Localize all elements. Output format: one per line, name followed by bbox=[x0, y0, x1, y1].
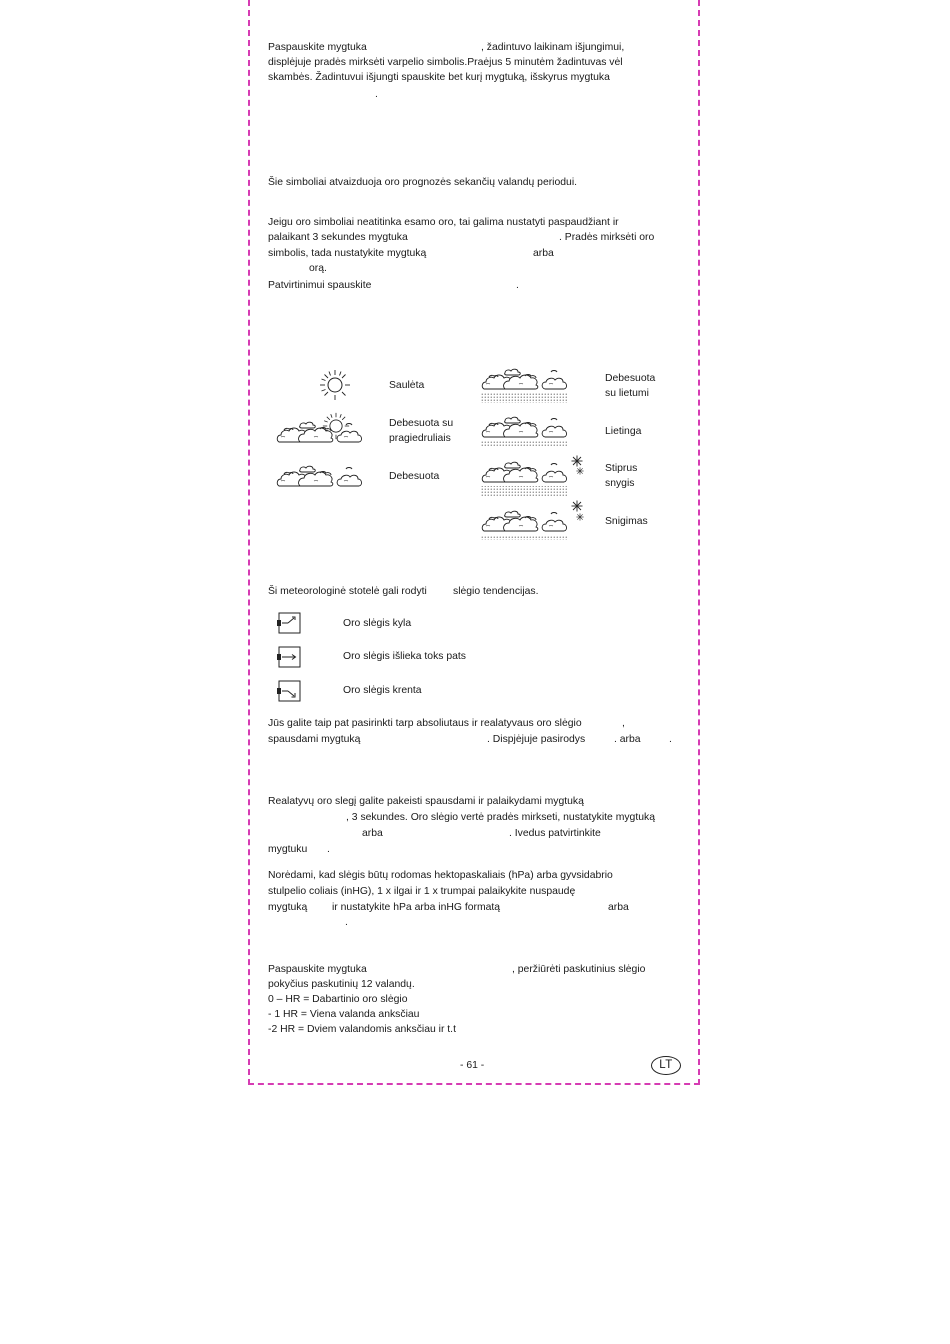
pressure-intro-a: Ši meteorologinė stotelė gali rodyti bbox=[268, 586, 427, 597]
pressure-abs-line-1a: Jūs galite taip pat pasirinkti tarp absoliutaus ir realatyvaus oro slėgio bbox=[268, 718, 582, 729]
pressure-abs-line-1b: , bbox=[622, 718, 625, 729]
weather-label-cloudy: Debesuota bbox=[389, 471, 440, 482]
forecast-p1-line-2a: palaikant 3 sekundes mygtuka bbox=[268, 232, 408, 243]
pressure-abs-line-2d: . bbox=[669, 734, 672, 745]
sun-icon bbox=[319, 369, 351, 401]
history-line-1b: , peržiūrėti paskutinius slėgio bbox=[512, 964, 646, 975]
partly-cloudy-icon bbox=[276, 418, 368, 446]
page-frame bbox=[248, 0, 700, 1085]
alarm-line-4: . bbox=[375, 89, 378, 100]
weather-label-rainy: Lietinga bbox=[605, 426, 642, 437]
pressure-unit-line-4: . bbox=[345, 917, 348, 928]
pressure-unit-line-3c: arba bbox=[608, 902, 629, 913]
history-line-3: 0 – HR = Dabartinio oro slėgio bbox=[268, 994, 408, 1005]
language-badge: LT bbox=[651, 1056, 681, 1075]
history-line-4: - 1 HR = Viena valanda anksčiau bbox=[268, 1009, 420, 1020]
pressure-rel-line-3b: . Ivedus patvirtinkite bbox=[509, 828, 601, 839]
forecast-p1-line-3b: arba bbox=[533, 248, 554, 259]
pressure-unit-line-3a: mygtuką bbox=[268, 902, 308, 913]
pressure-abs-line-2c: . arba bbox=[614, 734, 641, 745]
pressure-rel-line-4b: . bbox=[327, 844, 330, 855]
forecast-confirm-a: Patvirtinimui spauskite bbox=[268, 280, 372, 291]
history-line-2: pokyčius paskutinių 12 valandų. bbox=[268, 979, 415, 990]
alarm-line-1a: Paspauskite mygtuka bbox=[268, 42, 367, 53]
pressure-unit-line-1: Norėdami, kad slėgis būtų rodomas hektopaskaliais (hPa) arba gyvsidabrio bbox=[268, 870, 613, 881]
pressure-steady-label: Oro slėgis išlieka toks pats bbox=[343, 651, 467, 662]
history-line-1a: Paspauskite mygtuka bbox=[268, 964, 367, 975]
weather-label-snow: Snigimas bbox=[605, 516, 648, 527]
forecast-confirm-b: . bbox=[516, 280, 519, 291]
alarm-line-1b: , žadintuvo laikinam išjungimui, bbox=[481, 42, 625, 53]
pressure-unit-line-2: stulpelio coliais (inHG), 1 x ilgai ir 1 x trumpai palaikykite nuspaudę bbox=[268, 886, 576, 897]
pressure-steady-icon bbox=[276, 646, 302, 668]
cloudy-icon bbox=[276, 462, 368, 490]
page-number: - 61 - bbox=[460, 1060, 485, 1071]
alarm-line-2: displėjuje pradės mirksėti varpelio simbolis.Praėjus 5 minutėm žadintuvas vėl bbox=[268, 57, 623, 68]
weather-label-heavy-snow-l1: Stiprus bbox=[605, 463, 638, 474]
snowfall-icon bbox=[481, 500, 587, 542]
weather-label-partly-l1: Debesuota su bbox=[389, 418, 454, 429]
forecast-p1-line-4: orą. bbox=[309, 263, 327, 274]
pressure-abs-line-2a: spausdami mygtuką bbox=[268, 734, 361, 745]
history-line-5: -2 HR = Dviem valandomis anksčiau ir t.t bbox=[268, 1024, 456, 1035]
pressure-falling-icon bbox=[276, 680, 302, 702]
forecast-intro: Šie simboliai atvaizduoja oro prognozės sekančių valandų periodui. bbox=[268, 177, 578, 188]
pressure-rel-line-2: , 3 sekundes. Oro slėgio vertė pradės mirkseti, nustatykite mygtuką bbox=[346, 812, 655, 823]
pressure-rising-label: Oro slėgis kyla bbox=[343, 618, 412, 629]
weather-label-rain-clouds-l2: su lietumi bbox=[605, 388, 649, 399]
cloudy-with-rain-icon bbox=[481, 366, 573, 404]
pressure-rel-line-4: mygtuku bbox=[268, 844, 308, 855]
weather-label-rain-clouds-l1: Debesuota bbox=[605, 373, 656, 384]
rainy-icon bbox=[481, 414, 573, 448]
weather-label-partly-l2: pragiedruliais bbox=[389, 433, 451, 444]
weather-label-sunny: Saulėta bbox=[389, 380, 425, 391]
pressure-abs-line-2b: . Dispjėjuje pasirodys bbox=[487, 734, 586, 745]
alarm-line-3: skambės. Žadintuvui išjungti spauskite bet kurį mygtuką, išskyrus mygtuka bbox=[268, 72, 610, 83]
weather-label-heavy-snow-l2: snygis bbox=[605, 478, 635, 489]
forecast-p1-line-3a: simbolis, tada nustatykite mygtuką bbox=[268, 248, 427, 259]
pressure-rel-line-3a: arba bbox=[362, 828, 383, 839]
pressure-rel-line-1: Realatyvų oro slegį galite pakeisti spausdami ir palaikydami mygtuką bbox=[268, 796, 584, 807]
pressure-rising-icon bbox=[276, 612, 302, 634]
pressure-unit-line-3b: ir nustatykite hPa arba inHG formatą bbox=[332, 902, 501, 913]
pressure-falling-label: Oro slėgis krenta bbox=[343, 685, 422, 696]
forecast-p1-line-2b: . Pradės mirksėti oro bbox=[559, 232, 655, 243]
forecast-p1-line-1: Jeigu oro simboliai neatitinka esamo oro, tai galima nustatyti paspaudžiant ir bbox=[268, 217, 619, 228]
heavy-snow-icon bbox=[481, 455, 587, 497]
pressure-intro-b: slėgio tendencijas. bbox=[453, 586, 539, 597]
